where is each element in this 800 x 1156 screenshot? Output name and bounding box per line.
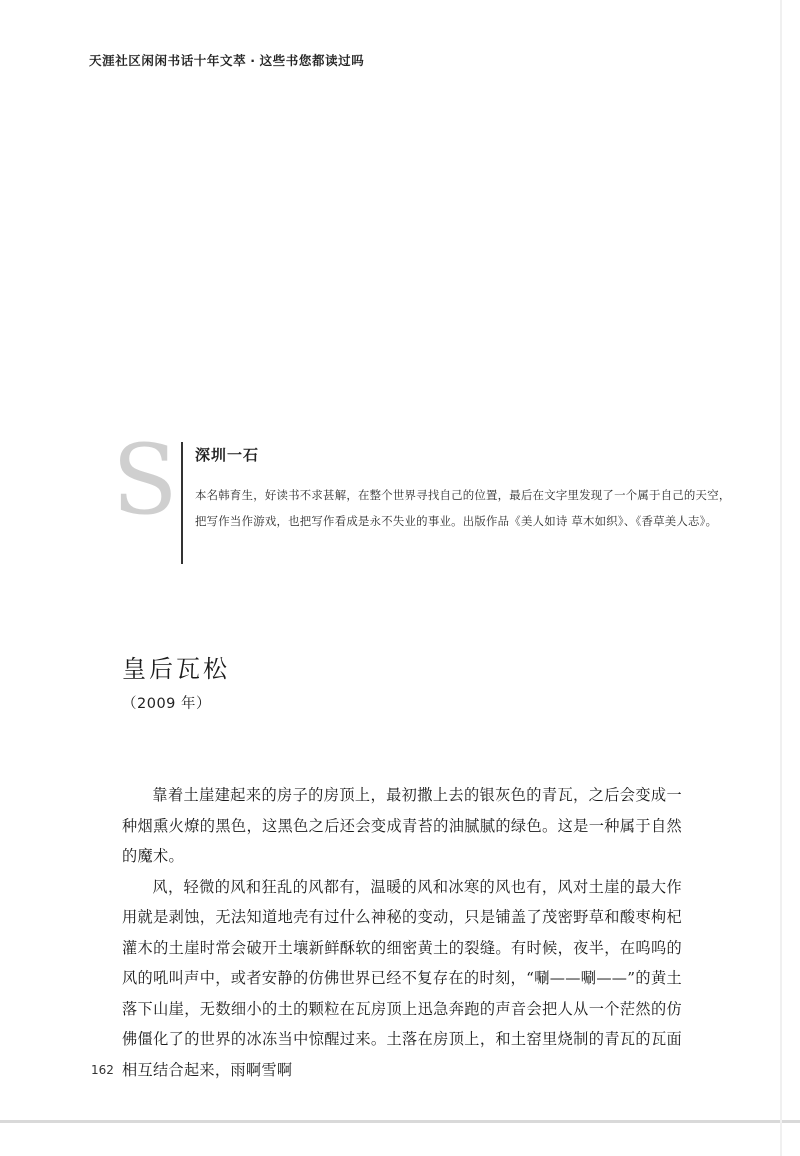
article-body xyxy=(122,780,682,1085)
page-right-edge xyxy=(780,0,782,1156)
author-bio: 本名韩育生，好读书不求甚解，在整个世界寻找自己的位置，最后在文字里发现了一个属于自己的天空，把写作当作游戏，也把写作看成是永不失业的事业。出版作品《美人如诗 草木如织》、《香草美人志》。 xyxy=(195,488,731,528)
page-number: 162 xyxy=(91,1063,114,1077)
author-initial-letter: S xyxy=(112,424,178,536)
article-year: （2009 年） xyxy=(122,696,212,712)
author-divider xyxy=(181,442,183,564)
running-header xyxy=(89,51,364,69)
paragraph: 风，轻微的风和狂乱的风都有，温暖的风和冰寒的风也有，风对土崖的最大作用就是剥蚀，无法知道地壳有过什么神秘的变动，只是铺盖了茂密野草和酸枣枸杞灌木的土崖时常会破开土壤新鲜酥软的细密黄土的裂缝。有时候，夜半，在呜呜的风的吼叫声中，或者安静的仿佛世界已经不复存在的时刻，“唰——唰——”的黄土落下山崖，无数细小的土的颗粒在瓦房顶上迅急奔跑的声音会把人从一个茫然的仿佛僵化了的世界的冰冻当中惊醒过来。土落在房顶上，和土窑里烧制的青瓦的瓦面相互结合起来，雨啊雪啊 xyxy=(122,877,682,1079)
article-title: 皇后瓦松 xyxy=(122,655,230,683)
section-title: 这些书您都读过吗 xyxy=(259,53,365,68)
page-bottom-edge xyxy=(0,1120,800,1123)
author-block xyxy=(112,424,732,570)
book-title: 天涯社区闲闲书话十年文萃 xyxy=(89,53,247,68)
paragraph: 靠着土崖建起来的房子的房顶上，最初撒上去的银灰色的青瓦，之后会变成一种烟熏火燎的黑色，这黑色之后还会变成青苔的油腻腻的绿色。这是一种属于自然的魔术。 xyxy=(122,786,682,865)
author-name: 深圳一石 xyxy=(195,446,260,464)
header-separator: · xyxy=(250,53,256,68)
